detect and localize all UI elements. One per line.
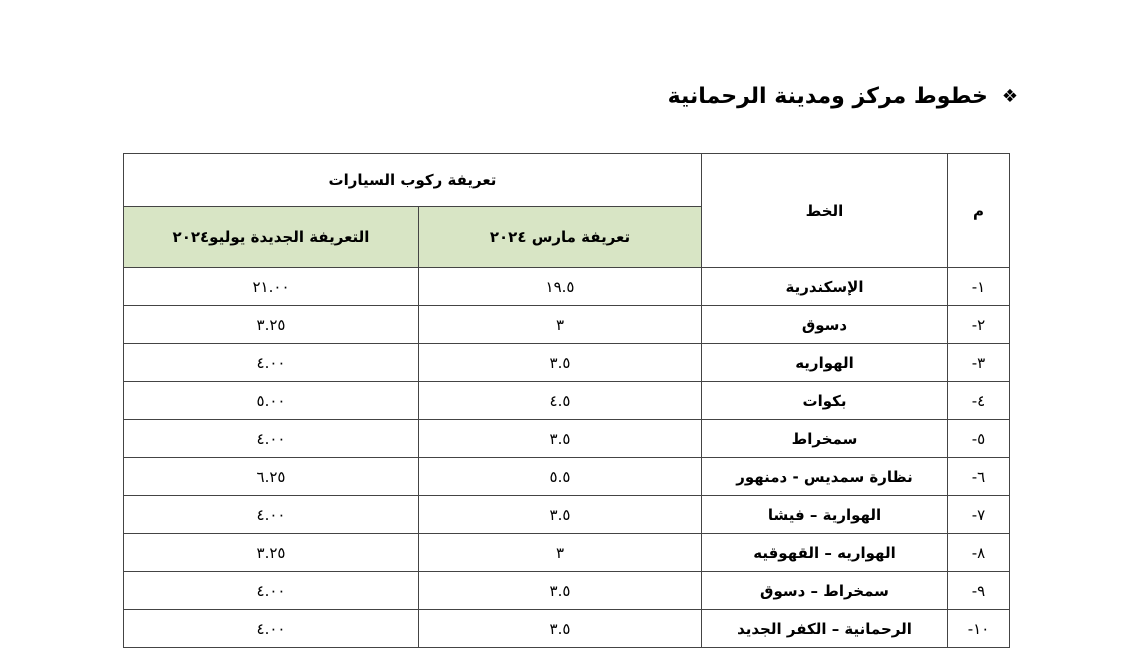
row-line: نظارة سمديس - دمنهور [702, 458, 948, 496]
section-title: خطوط مركز ومدينة الرحمانية [667, 84, 988, 109]
header-index: م [948, 154, 1010, 268]
table-row [124, 420, 1010, 458]
row-index: ١٠- [948, 610, 1010, 648]
row-old-fare: ٥.٥ [419, 458, 702, 496]
row-line: الهواريه [702, 344, 948, 382]
table-row [124, 306, 1010, 344]
row-old-fare: ٣ [419, 306, 702, 344]
table-row [124, 534, 1010, 572]
row-line: دسوق [702, 306, 948, 344]
row-index: ٩- [948, 572, 1010, 610]
table-row [124, 268, 1010, 306]
row-old-fare: ٣.٥ [419, 610, 702, 648]
section-heading [668, 84, 1018, 109]
row-index: ١- [948, 268, 1010, 306]
header-fare-group: تعريفة ركوب السيارات [124, 154, 702, 207]
table-row [124, 344, 1010, 382]
table-row [124, 572, 1010, 610]
row-index: ٢- [948, 306, 1010, 344]
row-old-fare: ٣.٥ [419, 420, 702, 458]
header-new-fare: التعريفة الجديدة يوليو٢٠٢٤ [124, 207, 419, 268]
row-line: سمخراط – دسوق [702, 572, 948, 610]
header-line: الخط [702, 154, 948, 268]
table-row [124, 610, 1010, 648]
row-line: الإسكندرية [702, 268, 948, 306]
row-old-fare: ٣.٥ [419, 496, 702, 534]
row-new-fare: ٥.٠٠ [124, 382, 419, 420]
header-old-fare: تعريفة مارس ٢٠٢٤ [419, 207, 702, 268]
row-index: ٨- [948, 534, 1010, 572]
row-new-fare: ٢١.٠٠ [124, 268, 419, 306]
row-line: بكوات [702, 382, 948, 420]
row-line: الهواريه – القهوقيه [702, 534, 948, 572]
table-row [124, 382, 1010, 420]
row-index: ٦- [948, 458, 1010, 496]
row-index: ٣- [948, 344, 1010, 382]
row-new-fare: ٤.٠٠ [124, 344, 419, 382]
row-new-fare: ٤.٠٠ [124, 572, 419, 610]
row-line: الهوارية – فيشا [702, 496, 948, 534]
table-row [124, 458, 1010, 496]
table-row [124, 496, 1010, 534]
row-new-fare: ٤.٠٠ [124, 496, 419, 534]
row-new-fare: ٦.٢٥ [124, 458, 419, 496]
fare-table-body [124, 268, 1010, 648]
row-new-fare: ٣.٢٥ [124, 534, 419, 572]
row-line: سمخراط [702, 420, 948, 458]
fare-table [123, 153, 1010, 648]
bullet-icon: ❖ [1001, 86, 1018, 107]
row-old-fare: ٣ [419, 534, 702, 572]
row-old-fare: ١٩.٥ [419, 268, 702, 306]
row-old-fare: ٣.٥ [419, 572, 702, 610]
row-new-fare: ٤.٠٠ [124, 610, 419, 648]
row-index: ٥- [948, 420, 1010, 458]
row-index: ٧- [948, 496, 1010, 534]
row-old-fare: ٣.٥ [419, 344, 702, 382]
row-old-fare: ٤.٥ [419, 382, 702, 420]
row-line: الرحمانية – الكفر الجديد [702, 610, 948, 648]
row-new-fare: ٣.٢٥ [124, 306, 419, 344]
row-index: ٤- [948, 382, 1010, 420]
row-new-fare: ٤.٠٠ [124, 420, 419, 458]
